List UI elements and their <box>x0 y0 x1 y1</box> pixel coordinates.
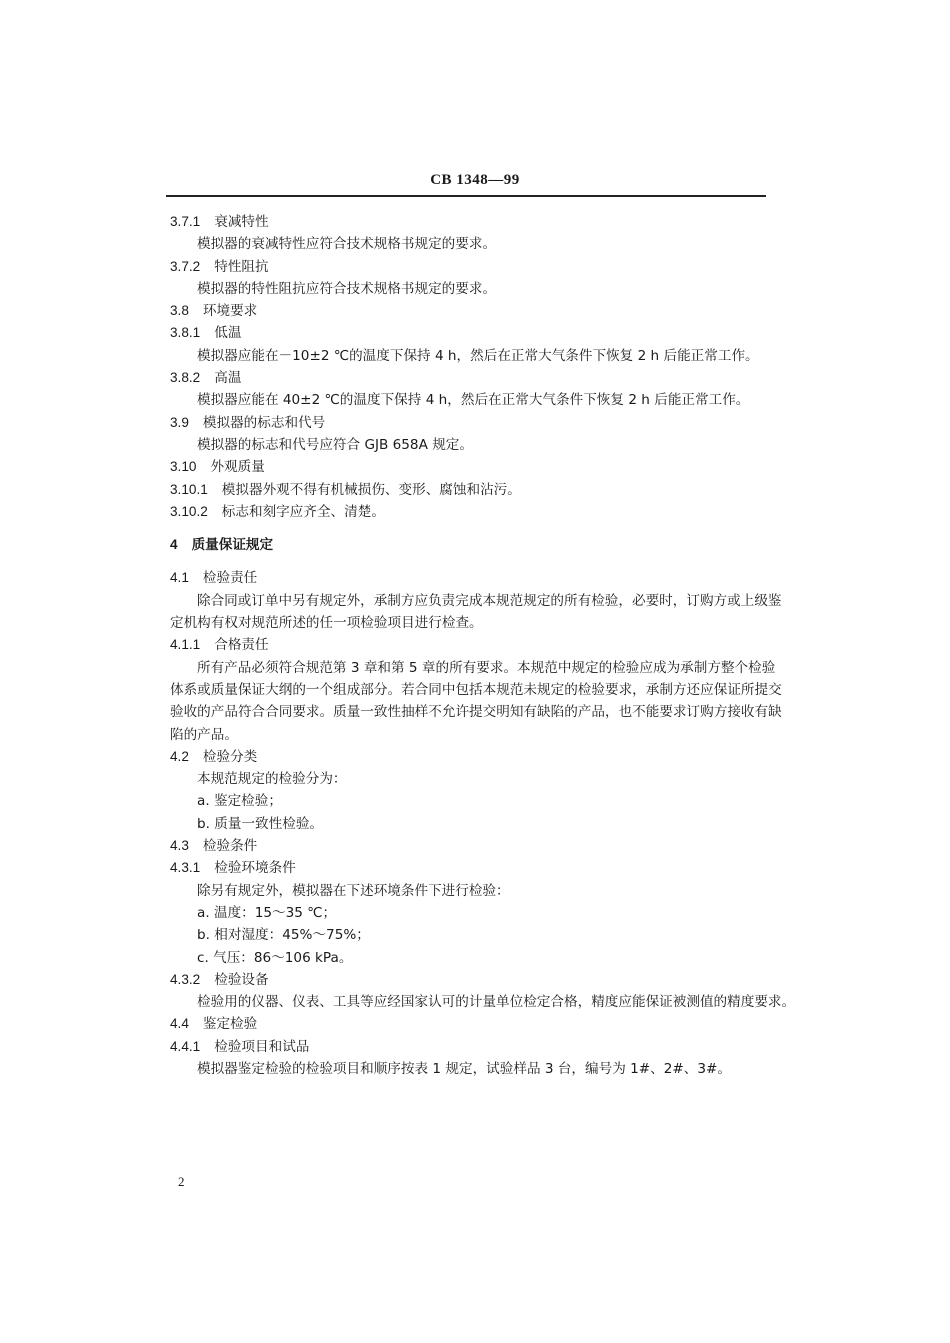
section-title: 低温 <box>214 325 242 342</box>
paragraph-line: 验收的产品符合合同要求。质量一致性抽样不允许提交明知有缺陷的产品，也不能要求订购方接收有缺 <box>170 704 782 721</box>
section-number: 4.4 <box>170 1016 189 1032</box>
section-title: 模拟器外观不得有机械损伤、变形、腐蚀和沾污。 <box>221 481 521 498</box>
paragraph-line: 陷的产品。 <box>170 726 238 743</box>
section-heading <box>170 479 770 501</box>
section-number: 3.7.1 <box>170 214 201 229</box>
section-number: 3.7.2 <box>170 258 201 274</box>
section-number: 4.3.2 <box>170 971 201 987</box>
section-heading <box>170 256 770 278</box>
paragraph-line: 所有产品必须符合规范第 3 章和第 5 章的所有要求。本规范中规定的检验应成为承制方整个检验 <box>197 659 776 676</box>
section-heading <box>170 300 770 322</box>
section-number: 4.1 <box>170 570 189 586</box>
paragraph-line: b. 质量一致性检验。 <box>197 815 324 832</box>
section-number: 3.8.1 <box>170 325 201 341</box>
section-number: 3.10.1 <box>170 481 208 497</box>
section-heading <box>170 322 770 344</box>
section-number: 4.4.1 <box>170 1038 201 1054</box>
section-title: 质量保证规定 <box>191 537 274 554</box>
paragraph-line: 体系或质量保证大纲的一个组成部分。若合同中包括本规范未规定的检验要求，承制方还应保证所提交 <box>170 681 782 698</box>
section-heading <box>170 1036 770 1058</box>
section-number: 3.10 <box>170 459 197 475</box>
paragraph-line: 检验用的仪器、仪表、工具等应经国家认可的计量单位检定合格，精度应能保证被测值的精度要求。 <box>197 994 796 1011</box>
paragraph-line: 模拟器的特性阻抗应符合技术规格书规定的要求。 <box>197 280 497 297</box>
section-title: 检验责任 <box>202 570 258 587</box>
section-number: 4.3.1 <box>170 860 201 876</box>
paragraph-line: 模拟器的衰减特性应符合技术规格书规定的要求。 <box>197 236 497 253</box>
paragraph-line: 本规范规定的检验分为： <box>197 771 347 788</box>
paragraph-line: 模拟器的标志和代号应符合 GJB 658A 规定。 <box>197 436 473 453</box>
section-number: 3.10.2 <box>170 503 208 519</box>
document-header: CB 1348—99 <box>430 172 520 188</box>
section-number: 4.3 <box>170 838 189 854</box>
page-number: 2 <box>178 1174 185 1189</box>
section-title: 环境要求 <box>202 303 258 320</box>
section-heading <box>170 634 770 656</box>
section-title: 模拟器的标志和代号 <box>202 414 326 431</box>
header-rule <box>166 195 766 197</box>
section-title: 检验环境条件 <box>214 860 296 877</box>
section-heading <box>170 1013 770 1035</box>
paragraph-line: 除合同或订单中另有规定外，承制方应负责完成本规范规定的所有检验，必要时，订购方或上级鉴 <box>197 592 782 609</box>
section-number: 4.1.1 <box>170 637 201 653</box>
paragraph-line: 除另有规定外，模拟器在下述环境条件下进行检验： <box>197 882 510 899</box>
paragraph-line: 定机构有权对规范所述的任一项检验项目进行检查。 <box>170 615 483 632</box>
section-heading <box>170 567 770 589</box>
section-heading <box>170 969 770 991</box>
paragraph-line: 模拟器应能在－10±2 ℃的温度下保持 4 h，然后在正常大气条件下恢复 2 h 后能正常工作。 <box>197 347 759 364</box>
document-body <box>170 211 796 1080</box>
section-title: 衰减特性 <box>214 214 269 230</box>
section-number: 3.9 <box>170 414 189 430</box>
section-number: 4.2 <box>170 748 189 764</box>
section-title: 检验分类 <box>202 748 258 765</box>
section-heading <box>170 501 770 523</box>
section-title: 检验项目和试品 <box>214 1038 310 1055</box>
paragraph-line: b. 相对湿度：45%～75%； <box>197 927 370 944</box>
section-heading <box>170 857 770 879</box>
paragraph-line: a. 温度：15～35 ℃； <box>197 904 337 921</box>
section-heading <box>170 367 770 389</box>
section-number: 3.8.2 <box>170 370 201 386</box>
paragraph-line: 模拟器鉴定检验的检验项目和顺序按表 1 规定，试验样品 3 台，编号为 1#、2#、3#。 <box>197 1060 732 1077</box>
chapter-heading <box>170 534 770 556</box>
section-title: 外观质量 <box>210 459 265 476</box>
paragraph-line: a. 鉴定检验； <box>197 793 282 810</box>
paragraph-line: c. 气压：86～106 kPa。 <box>197 949 353 966</box>
section-title: 鉴定检验 <box>202 1016 258 1033</box>
section-heading <box>170 746 770 768</box>
section-heading <box>170 835 770 857</box>
section-title: 检验条件 <box>202 838 258 855</box>
section-heading <box>170 412 770 434</box>
section-title: 检验设备 <box>214 971 269 988</box>
section-heading <box>170 211 770 233</box>
section-number: 3.8 <box>170 303 189 319</box>
paragraph-line: 模拟器应能在 40±2 ℃的温度下保持 4 h，然后在正常大气条件下恢复 2 h 后能正常工作。 <box>197 392 750 409</box>
section-number: 4 <box>170 537 178 553</box>
section-title: 合格责任 <box>214 637 269 654</box>
section-title: 特性阻抗 <box>214 258 269 275</box>
section-title: 高温 <box>214 370 242 387</box>
section-title: 标志和刻字应齐全、清楚。 <box>221 503 385 520</box>
section-heading <box>170 456 770 478</box>
